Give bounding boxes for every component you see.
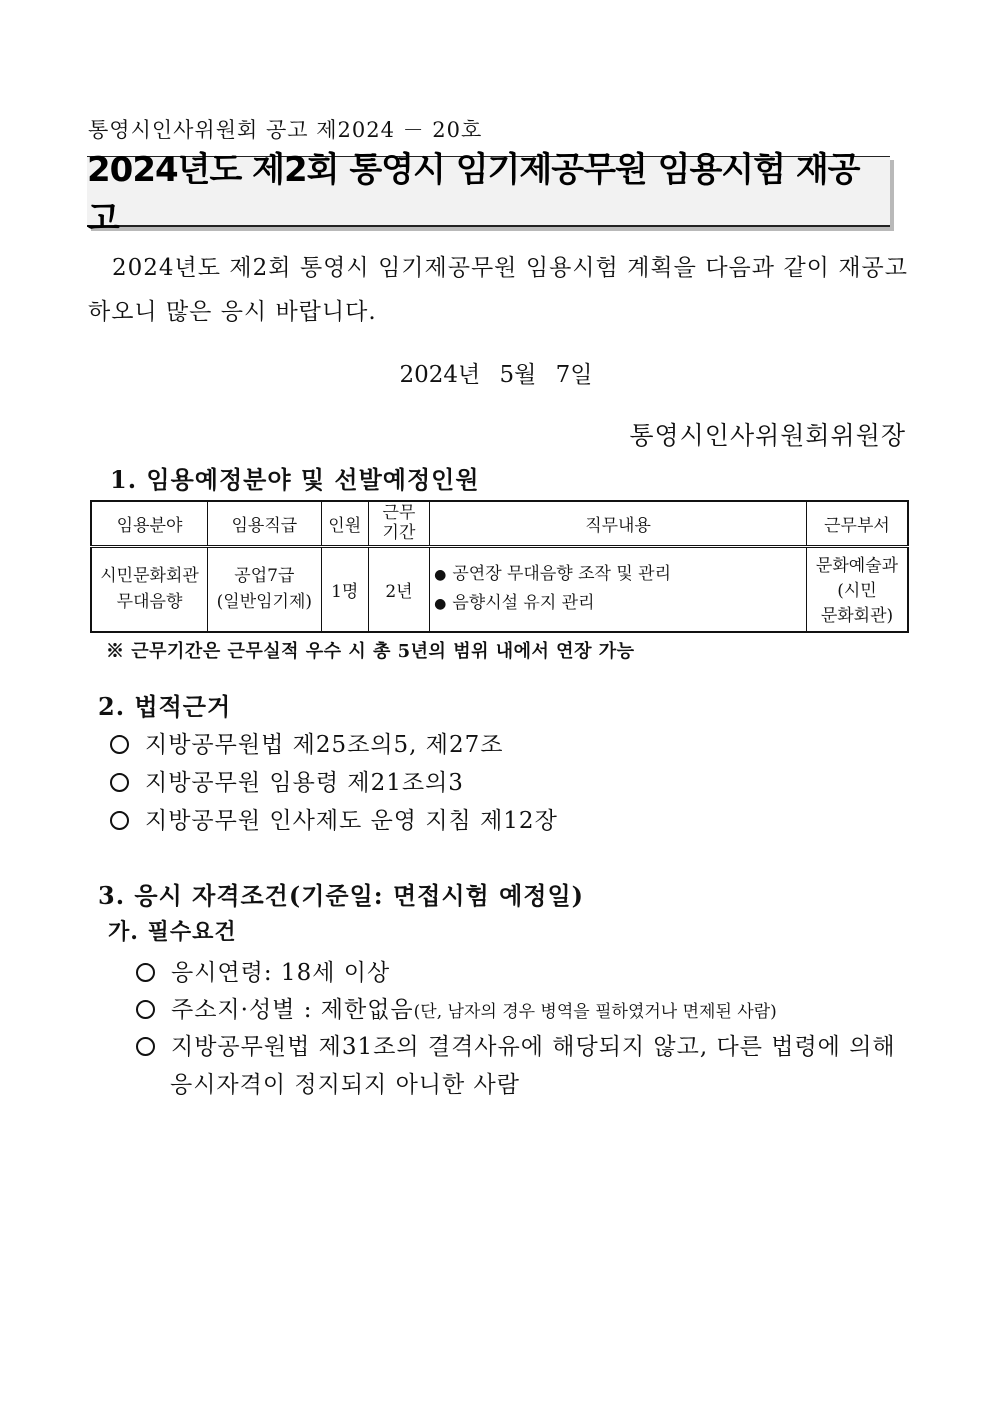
department-line3: 문화회관) xyxy=(820,605,894,626)
duty-item xyxy=(434,589,806,618)
qualification-text: 주소지·성별 : 제한없음 xyxy=(171,997,414,1023)
qualification-item xyxy=(136,991,777,1024)
notice-number: 통영시인사위원회 공고 제2024 － 20호 xyxy=(88,118,483,142)
cell-period: 2년 xyxy=(368,546,429,632)
qualification-item xyxy=(136,1028,896,1061)
duty-item xyxy=(434,560,806,589)
circle-bullet-icon xyxy=(110,773,129,792)
cell-duties xyxy=(430,546,807,632)
law-item xyxy=(110,802,558,835)
page-title: 2024년도 제2회 통영시 임기제공무원 임용시험 재공고 xyxy=(87,150,860,239)
qualification-text: 응시연령: 18세 이상 xyxy=(171,960,391,986)
header-period-line2: 기간 xyxy=(382,523,416,544)
table-note: ※ 근무기간은 근무실적 우수 시 총 5년의 범위 내에서 연장 가능 xyxy=(106,641,635,662)
position-table xyxy=(90,500,909,633)
cell-field xyxy=(91,546,208,632)
header-grade: 임용직급 xyxy=(208,501,322,546)
duty-text: 공연장 무대음향 조작 및 관리 xyxy=(452,564,672,585)
cell-grade xyxy=(208,546,322,632)
grade-line1: 공업7급 xyxy=(234,566,295,587)
header-field: 임용분야 xyxy=(91,501,208,546)
intro-paragraph: 2024년도 제2회 통영시 임기제공무원 임용시험 계획을 다음과 같이 재공고하오니 많은 응시 바랍니다. xyxy=(88,255,908,325)
title-box xyxy=(87,150,890,239)
law-text: 지방공무원법 제25조의5, 제27조 xyxy=(145,732,504,758)
header-count: 인원 xyxy=(321,501,368,546)
law-item xyxy=(110,764,464,797)
law-text: 지방공무원 인사제도 운영 지침 제12장 xyxy=(145,808,558,834)
section1-heading: 1. 임용예정분야 및 선발예정인원 xyxy=(110,465,480,494)
bullet-icon: ● xyxy=(434,567,447,584)
qualification-text: 지방공무원법 제31조의 결격사유에 해당되지 않고, 다른 법령에 의해 xyxy=(171,1034,896,1060)
notice-date: 2024년 5월 7일 xyxy=(399,362,593,388)
table-header-row xyxy=(91,501,908,546)
duty-text: 음향시설 유지 관리 xyxy=(452,593,595,614)
law-text: 지방공무원 임용령 제21조의3 xyxy=(145,770,464,796)
grade-line2: (일반임기제) xyxy=(216,592,313,613)
header-duties: 직무내용 xyxy=(430,501,807,546)
law-item xyxy=(110,726,504,759)
cell-department xyxy=(806,546,908,632)
section2-heading: 2. 법적근거 xyxy=(98,692,232,721)
header-period-line1: 근무 xyxy=(382,503,416,524)
field-line1: 시민문화회관 xyxy=(100,566,199,587)
field-line2: 무대음향 xyxy=(116,592,183,613)
department-line2: (시민 xyxy=(837,580,877,601)
department-line1: 문화예술과 xyxy=(815,555,899,576)
circle-bullet-icon xyxy=(136,1000,155,1019)
circle-bullet-icon xyxy=(110,811,129,830)
header-department: 근무부서 xyxy=(806,501,908,546)
signer: 통영시인사위원회위원장 xyxy=(629,421,906,450)
cell-count: 1명 xyxy=(321,546,368,632)
circle-bullet-icon xyxy=(136,963,155,982)
section3-heading: 3. 응시 자격조건(기준일: 면접시험 예정일) xyxy=(98,881,584,910)
qualification-note: (단, 남자의 경우 병역을 필하였거나 면제된 사람) xyxy=(413,1002,777,1022)
qualification-text-continued: 응시자격이 정지되지 아니한 사람 xyxy=(170,1072,520,1098)
bullet-icon: ● xyxy=(434,596,447,613)
circle-bullet-icon xyxy=(136,1037,155,1056)
qualification-item xyxy=(136,954,390,987)
circle-bullet-icon xyxy=(110,735,129,754)
header-period xyxy=(368,501,429,546)
table-row xyxy=(91,546,908,632)
section3-subheading: 가. 필수요건 xyxy=(108,919,237,945)
